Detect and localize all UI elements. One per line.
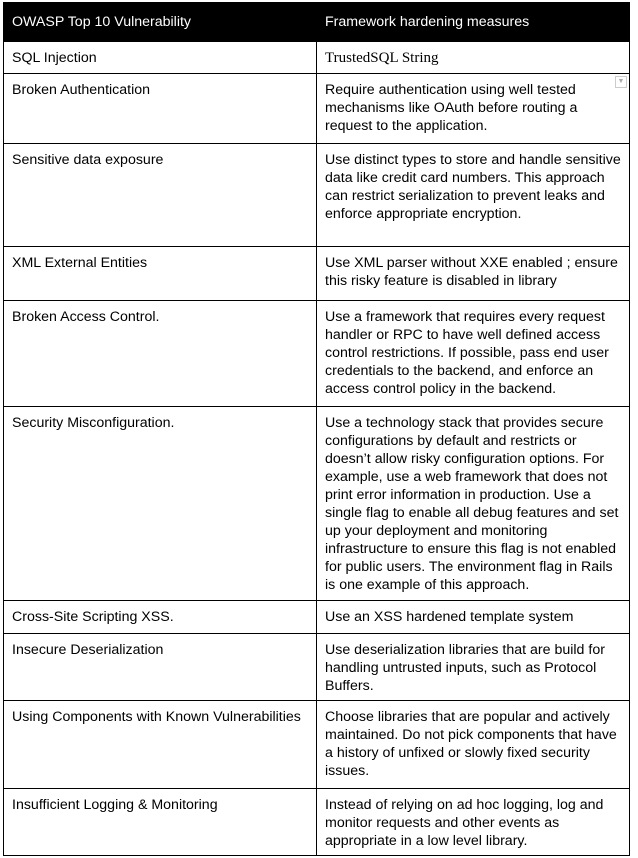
measure-cell: Choose libraries that are popular and actively maintained. Do not pick components that have a history of unfixed or slowly fixed security issues.: [317, 701, 630, 789]
dropdown-icon[interactable]: ▼: [615, 76, 627, 88]
measure-cell: Instead of relying on ad hoc logging, log and monitor requests and other events as appropriate in a low level library.: [317, 789, 630, 856]
measure-text: Require authentication using well tested mechanisms like OAuth before routing a request to the application.: [325, 82, 578, 134]
measure-cell: Use an XSS hardened template system: [317, 601, 630, 634]
table-row: [4, 74, 630, 144]
vulnerability-cell: XML External Entities: [4, 247, 317, 301]
table-row: [4, 42, 630, 74]
vulnerability-cell: Insufficient Logging & Monitoring: [4, 789, 317, 856]
vulnerability-cell: Broken Authentication: [4, 74, 317, 144]
table-header-row: [4, 3, 630, 42]
measure-cell: Use a technology stack that provides secure configurations by default and restricts or doesn’t allow risky configuration options. For example, use a web framework that does not print error information in production. Use a single flag to enable all debug features and set up your deployment and monitoring infrastructure to ensure this flag is not enabled for public users. The environment flag in Rails is one example of this approach.: [317, 407, 630, 601]
vulnerability-cell: Using Components with Known Vulnerabilities: [4, 701, 317, 789]
header-vulnerability: OWASP Top 10 Vulnerability: [4, 3, 317, 42]
vulnerability-cell: Cross-Site Scripting XSS.: [4, 601, 317, 634]
measure-cell: Use distinct types to store and handle sensitive data like credit card numbers. This approach can restrict serialization to prevent leaks and enforce appropriate encryption.: [317, 144, 630, 247]
table-row: [4, 407, 630, 601]
header-measures: Framework hardening measures: [317, 3, 630, 42]
table-row: [4, 634, 630, 701]
measure-cell: Use a framework that requires every request handler or RPC to have well defined access control restrictions. If possible, pass end user credentials to the backend, and enforce an access control policy in the backend.: [317, 301, 630, 407]
table-row: [4, 144, 630, 247]
vulnerability-cell: Broken Access Control.: [4, 301, 317, 407]
table-row: [4, 247, 630, 301]
vulnerability-cell: SQL Injection: [4, 42, 317, 74]
measure-cell: TrustedSQL String: [317, 42, 630, 74]
measure-cell: [317, 74, 630, 144]
measure-cell: Use deserialization libraries that are build for handling untrusted inputs, such as Protocol Buffers.: [317, 634, 630, 701]
vulnerability-cell: Security Misconfiguration.: [4, 407, 317, 601]
owasp-hardening-table: [3, 2, 630, 856]
table-row: [4, 789, 630, 856]
vulnerability-cell: Insecure Deserialization: [4, 634, 317, 701]
vulnerability-cell: Sensitive data exposure: [4, 144, 317, 247]
measure-cell: Use XML parser without XXE enabled ; ensure this risky feature is disabled in library: [317, 247, 630, 301]
table-row: [4, 601, 630, 634]
table-row: [4, 701, 630, 789]
table-row: [4, 301, 630, 407]
